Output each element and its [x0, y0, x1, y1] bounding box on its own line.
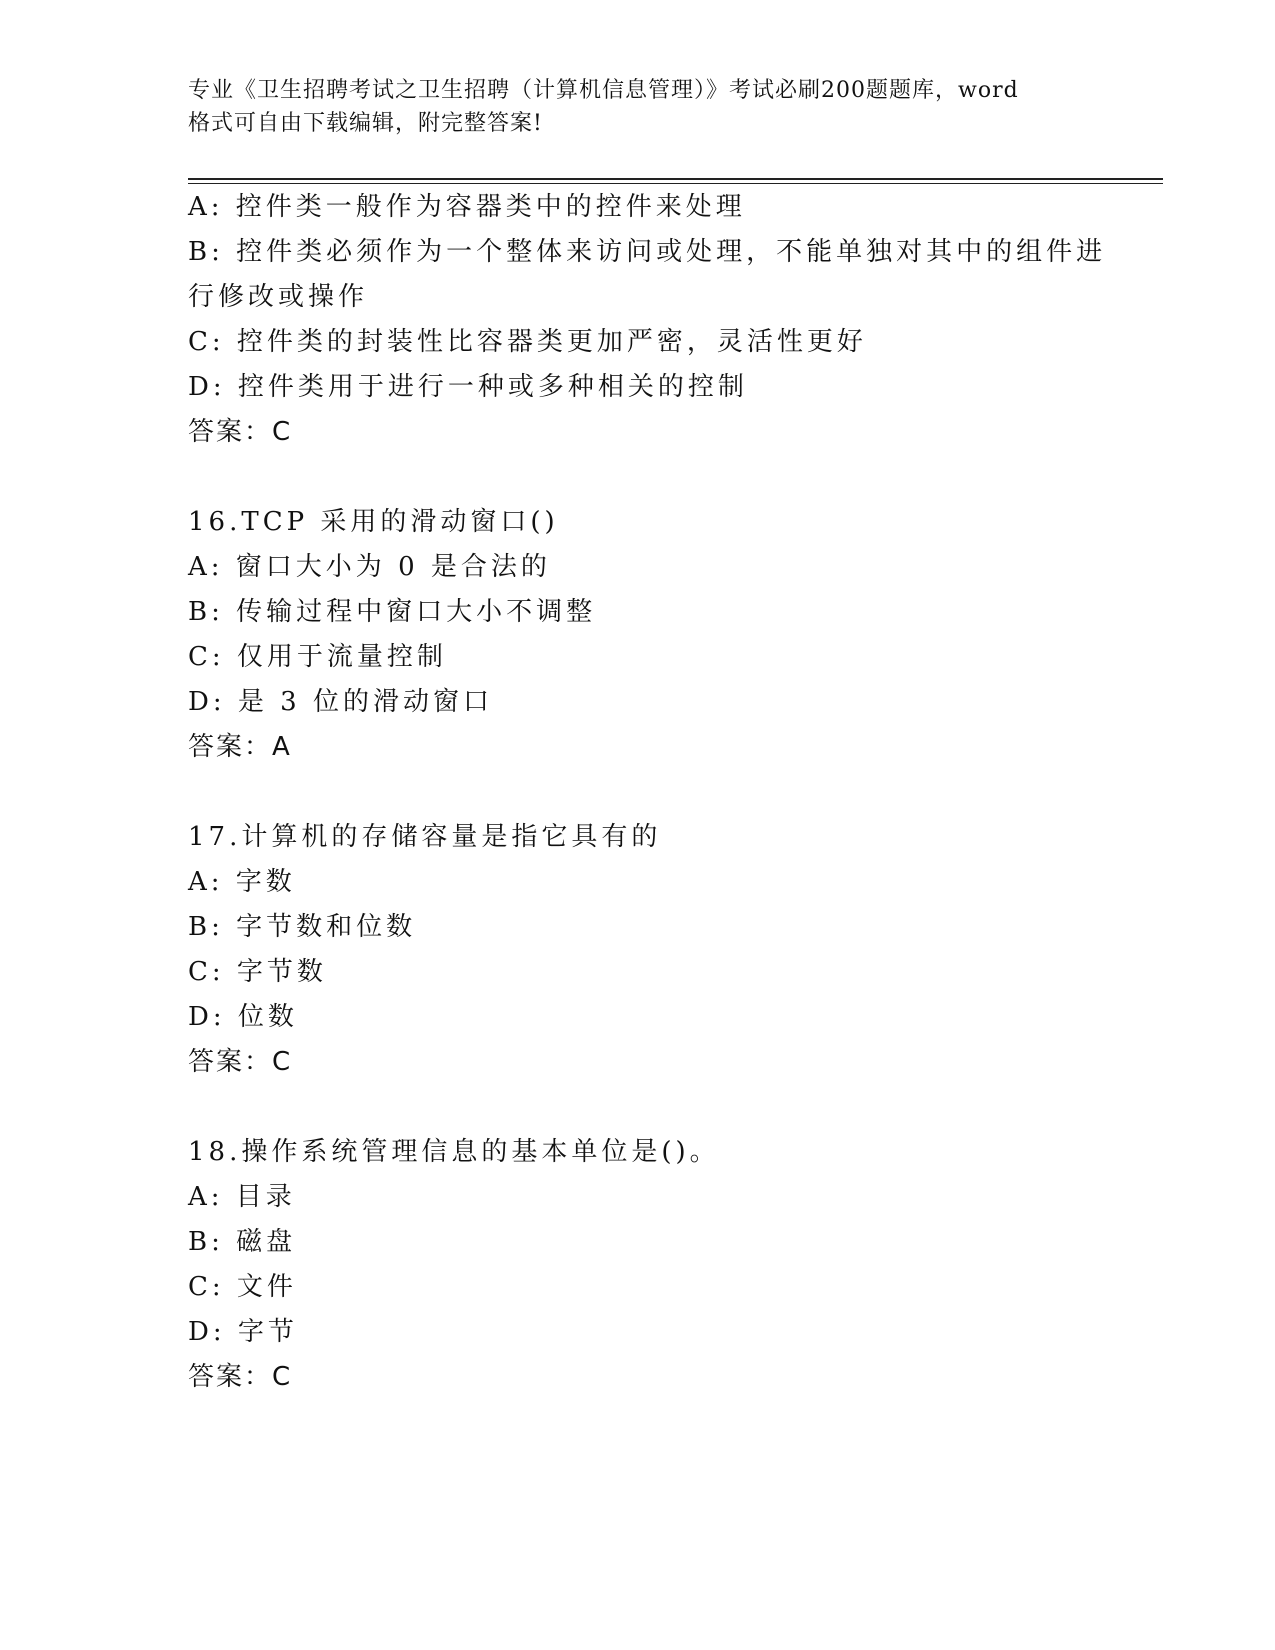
document-header: 专业《卫生招聘考试之卫生招聘（计算机信息管理）》考试必刷200题题库，word 格式可自由下载编辑，附完整答案!	[188, 78, 1019, 136]
q18-option-c: C: 文件	[188, 1272, 297, 1302]
q15-option-b-line2: 行修改或操作	[188, 282, 369, 312]
q15-option-d: D: 控件类用于进行一种或多种相关的控制	[188, 372, 748, 402]
q17-option-b: B: 字节数和位数	[188, 912, 417, 942]
q18-option-b: B: 磁盘	[188, 1227, 297, 1257]
q17-option-a: A: 字数	[188, 867, 296, 897]
q18-question: 18.操作系统管理信息的基本单位是()。	[188, 1137, 720, 1167]
q15-option-a: A: 控件类一般作为容器类中的控件来处理	[188, 192, 746, 222]
q17-option-c: C: 字节数	[188, 957, 327, 987]
q16-option-c: C: 仅用于流量控制	[188, 642, 447, 672]
q17-question: 17.计算机的存储容量是指它具有的	[188, 822, 662, 852]
header-divider-top	[188, 178, 1163, 180]
q16-option-d: D: 是 3 位的滑动窗口	[188, 687, 493, 717]
q17-option-d: D: 位数	[188, 1002, 298, 1032]
q15-option-b-line1: B: 控件类必须作为一个整体来访问或处理，不能单独对其中的组件进	[188, 237, 1107, 267]
q16-answer: 答案：A	[188, 732, 292, 762]
q18-option-a: A: 目录	[188, 1182, 296, 1212]
q15-option-c: C: 控件类的封装性比容器类更加严密，灵活性更好	[188, 327, 867, 357]
q16-question: 16.TCP 采用的滑动窗口()	[188, 507, 559, 537]
q18-option-d: D: 字节	[188, 1317, 298, 1347]
q17-answer: 答案：C	[188, 1047, 293, 1077]
header-divider-bottom	[188, 183, 1163, 184]
q16-option-a: A: 窗口大小为 0 是合法的	[188, 552, 551, 582]
q16-option-b: B: 传输过程中窗口大小不调整	[188, 597, 597, 627]
q15-answer: 答案：C	[188, 417, 293, 447]
q18-answer: 答案：C	[188, 1362, 293, 1392]
